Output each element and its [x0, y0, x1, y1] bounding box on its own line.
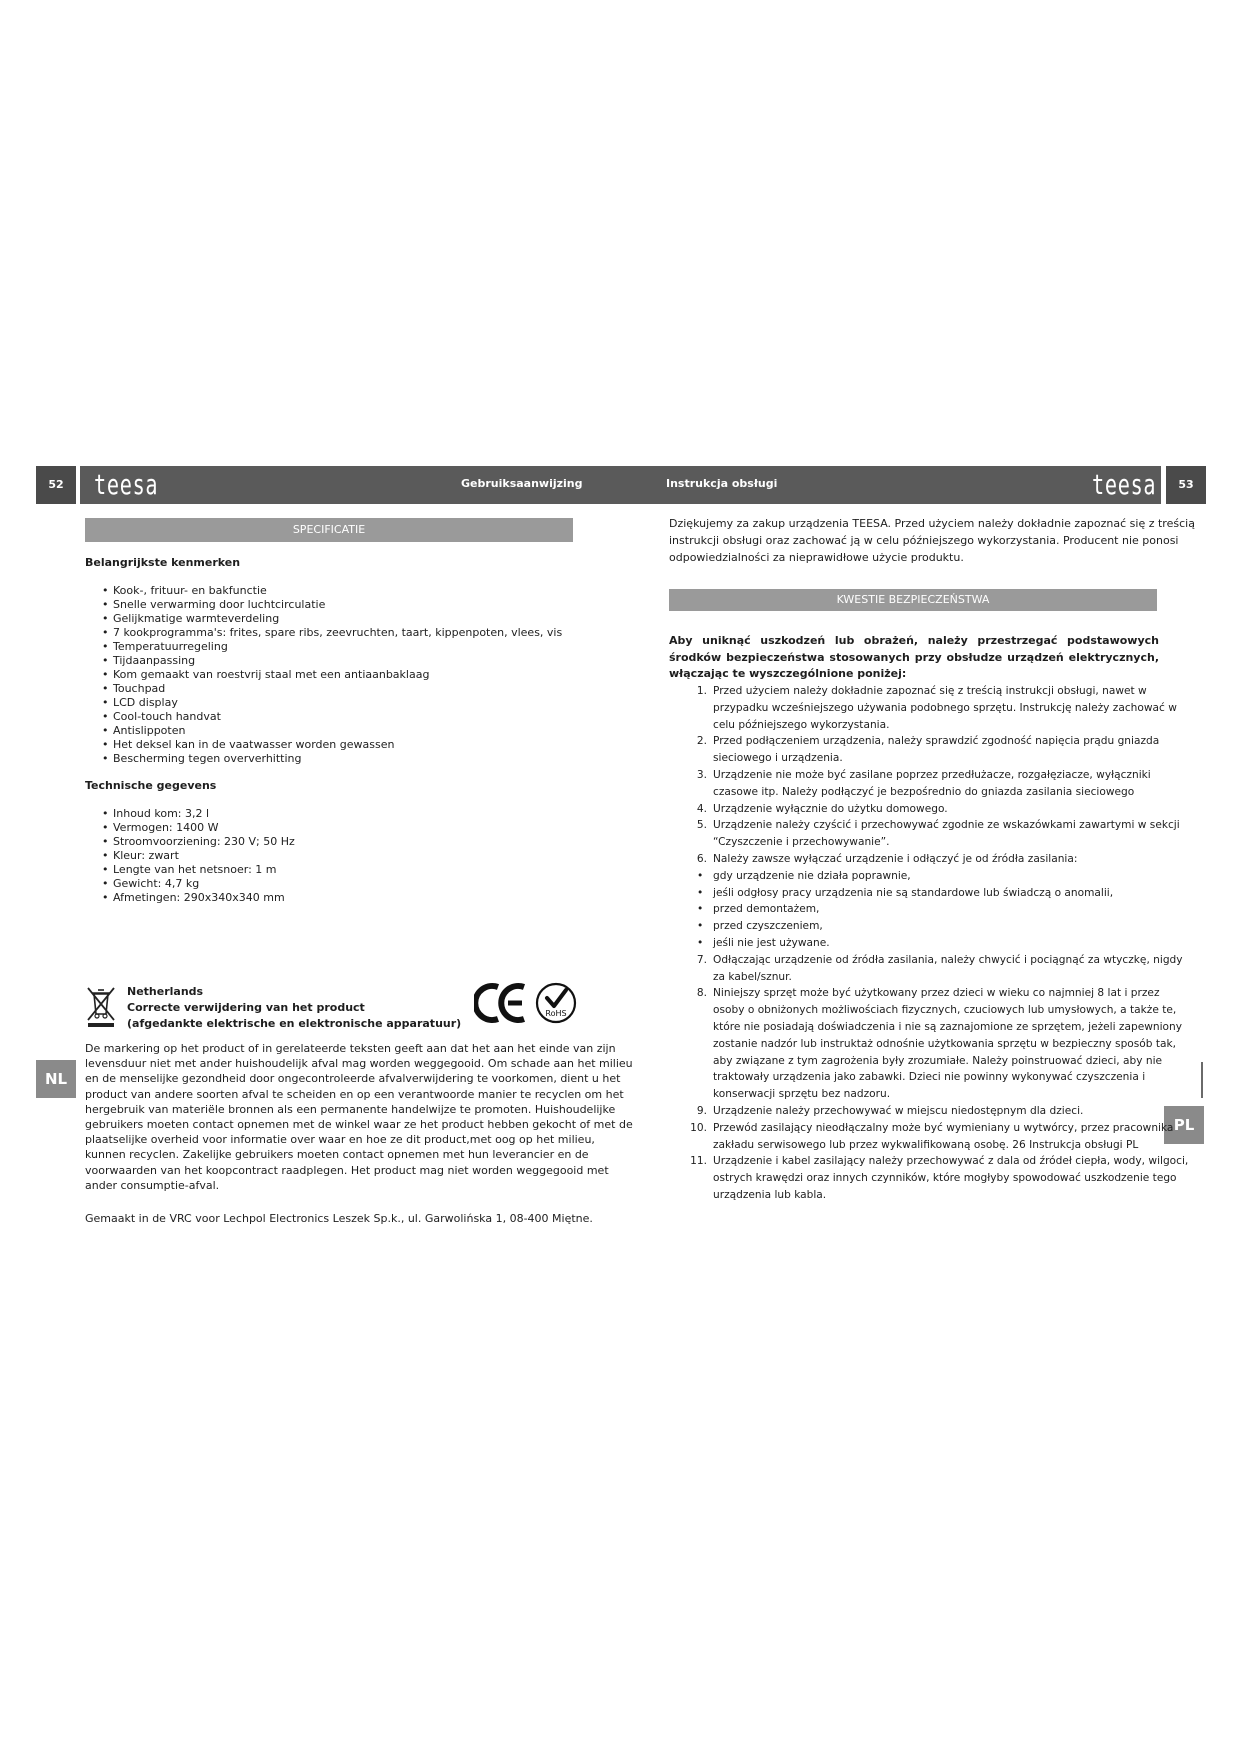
feature-item: • Antislippoten [113, 724, 673, 738]
manufacturer-line: Gemaakt in de VRC voor Lechpol Electronics Leszek Sp.k., ul. Garwolińska 1, 08-400 Miętne. [85, 1212, 593, 1225]
section-title-safety: KWESTIE BEZPIECZEŃSTWA [669, 589, 1157, 611]
safety-item [669, 733, 1194, 767]
tech-spec-item: • Afmetingen: 290x340x340 mm [113, 891, 513, 905]
tech-heading: Technische gegevens [85, 779, 217, 792]
safety-list [669, 683, 1194, 1204]
safety-item-number: 8. [696, 987, 707, 1000]
header-title-left: Gebruiksaanwijzing [461, 477, 583, 490]
safety-item-number: 4. [696, 802, 707, 815]
safety-sub-item: • gdy urządzenie nie działa poprawnie, [669, 868, 1194, 885]
safety-item [669, 767, 1194, 801]
rohs-mark-icon [535, 982, 577, 1024]
language-tab-pl: PL [1164, 1106, 1204, 1144]
feature-item: • Bescherming tegen oververhitting [113, 752, 673, 766]
svg-text:RoHS: RoHS [545, 1009, 567, 1018]
page-number-left: 52 [48, 478, 64, 491]
feature-item: • Touchpad [113, 682, 673, 696]
disposal-subheading: (afgedankte elektrische en elektronische apparatuur) [127, 1017, 462, 1030]
feature-item: • Gelijkmatige warmteverdeling [113, 612, 673, 626]
disposal-title [127, 984, 461, 1032]
safety-warning: Aby uniknąć uszkodzeń lub obrażeń, należy przestrzegać podstawowych środków bezpieczeństwa stosowanych przy obsłudze urządzeń elektrycznych, włączając te wyszczególnione poniżej: [669, 634, 1159, 680]
header-bar [80, 466, 1161, 504]
ce-mark-icon [474, 981, 528, 1025]
safety-item-number: 10. [690, 1121, 707, 1134]
feature-item: • Kom gemaakt van roestvrij staal met een antiaanbaklaag [113, 668, 673, 682]
safety-item [669, 1120, 1194, 1154]
safety-item-number: 3. [696, 768, 707, 781]
safety-sub-item: • przed demontażem, [669, 901, 1194, 918]
tech-spec-item: • Kleur: zwart [113, 849, 513, 863]
safety-sub-list-wrapper [669, 868, 1194, 952]
safety-item [669, 683, 1194, 733]
disposal-paragraph: De markering op het product of in gerelateerde teksten geeft aan dat het aan het einde van zijn levensduur niet met ander huishoudelijk afval mag worden weggegooid. Om schade aan het milieu en de menselijke gezondheid door ongecontroleerde afvalverwijdering te voorkomen, dient u het product van andere soorten afval te scheiden en op een verantwoorde manier te recyclen om het hergebruik van materiële bronnen als een permanente handelwijze te promoten. Huishoudelijke gebruikers moeten contact opnemen met de winkel waar ze het product hebben gekocht of met de plaatselijke overheid voor informatie over waar en hoe ze dit product,met oog op het milieu, kunnen recyclen. Zakelijke gebruikers moeten contact opnemen met hun leverancier en de voorwaarden van het koopcontract raadplegen. Het product mag niet worden weggegooid met ander consumptie-afval. [85, 1042, 633, 1192]
features-heading: Belangrijkste kenmerken [85, 556, 241, 569]
logo-right: teesa [1092, 468, 1157, 501]
safety-item-number: 9. [696, 1104, 707, 1117]
safety-item-text: Przed podłączeniem urządzenia, należy sprawdzić zgodność napięcia prądu gniazda sieciowego i urządzenia. [713, 735, 1160, 765]
feature-item: • Het deksel kan in de vaatwasser worden gewassen [113, 738, 673, 752]
safety-item-text: Urządzenie wyłącznie do użytku domowego. [713, 802, 948, 815]
safety-item [669, 817, 1194, 851]
tech-spec-item: • Gewicht: 4,7 kg [113, 877, 513, 891]
safety-sub-item: • przed czyszczeniem, [669, 918, 1194, 935]
disposal-heading: Correcte verwijdering van het product [127, 1001, 365, 1014]
page-edge-marker [1201, 1062, 1203, 1098]
feature-item: • Tijdaanpassing [113, 654, 673, 668]
tech-spec-item: • Lengte van het netsnoer: 1 m [113, 863, 513, 877]
safety-item-number: 1. [696, 685, 707, 697]
safety-item-text: Należy zawsze wyłączać urządzenie i odłączyć je od źródła zasilania: [713, 852, 1078, 865]
safety-sub-list [669, 868, 1194, 952]
safety-item [669, 952, 1194, 986]
safety-item [669, 1103, 1194, 1120]
safety-item [669, 985, 1194, 1103]
safety-item [669, 851, 1194, 868]
tech-spec-item: • Stroomvoorziening: 230 V; 50 Hz [113, 835, 513, 849]
feature-item: • Kook-, frituur- en bakfunctie [113, 584, 673, 598]
feature-item: • 7 kookprogramma's: frites, spare ribs, zeevruchten, taart, kippenpoten, vlees, vis [113, 626, 673, 640]
safety-item [669, 801, 1194, 818]
logo-left: teesa [94, 468, 159, 501]
feature-item: • Cool-touch handvat [113, 710, 673, 724]
safety-item-number: 11. [690, 1155, 707, 1168]
page-number-right: 53 [1178, 478, 1194, 491]
safety-item-text: Przewód zasilający nieodłączalny może być wymieniany u wytwórcy, przez pracownika zakładu serwisowego lub przez wykwalifikowaną osobę. 26 Instrukcja obsługi PL [713, 1121, 1174, 1151]
tech-specs-list [93, 807, 513, 905]
safety-item-number: 7. [696, 953, 707, 966]
safety-item-text: Urządzenie nie może być zasilane poprzez przedłużacze, rozgałęziacze, wyłączniki czasowe itp. Należy podłączyć je bezpośrednio do gniazda zasilania sieciowego [713, 768, 1151, 798]
safety-item-text: Przed użyciem należy dokładnie zapoznać się z treścią instrukcji obsługi, nawet w przypadku wcześniejszego używania podobnego sprzętu. Instrukcję należy zachować w celu późniejszego wykorzystania. [713, 685, 1177, 731]
intro-paragraph: Dziękujemy za zakup urządzenia TEESA. Przed użyciem należy dokładnie zapoznać się z treścią instrukcji obsługi oraz zachować ją w celu późniejszego wykorzystania. Producent nie ponosi odpowiedzialności za nieprawidłowe użycie produktu. [669, 517, 1195, 564]
language-tab-nl: NL [36, 1060, 76, 1098]
safety-sub-item: • jeśli odgłosy pracy urządzenia nie są standardowe lub świadczą o anomalii, [669, 885, 1194, 902]
disposal-country: Netherlands [127, 985, 204, 998]
safety-item-text: Niniejszy sprzęt może być użytkowany przez dzieci w wieku co najmniej 8 lat i przez osoby o obniżonych możliwościach fizycznych, czuciowych lub umysłowych, a także te, które nie posiadają doświadczenia i nie są zaznajomione ze sprzętem, jeżeli zapewniony zostanie nadzór lub instruktaż odnośnie użytkowania sprzętu w bezpieczny sposób tak, aby związane z tym zagrożenia były zrozumiałe. Należy poinstruować dzieci, aby nie traktowały urządzenia jako zabawki. Dzieci nie powinny wykonywać czyszczenia i konserwacji sprzętu bez nadzoru. [713, 987, 1183, 1101]
safety-item-text: Odłączając urządzenie od źródła zasilania, należy chwycić i pociągnąć za wtyczkę, nigdy za kabel/sznur. [713, 953, 1183, 983]
feature-item: • Temperatuurregeling [113, 640, 673, 654]
safety-item [669, 1153, 1194, 1203]
features-list [93, 584, 673, 766]
weee-crossed-bin-icon [84, 984, 118, 1028]
feature-item: • Snelle verwarming door luchtcirculatie [113, 598, 673, 612]
safety-item-number: 6. [696, 852, 707, 865]
tech-spec-item: • Vermogen: 1400 W [113, 821, 513, 835]
tech-spec-item: • Inhoud kom: 3,2 l [113, 807, 513, 821]
safety-item-text: Urządzenie należy przechowywać w miejscu niedostępnym dla dzieci. [713, 1104, 1084, 1117]
section-title-specificatie: SPECIFICATIE [85, 518, 573, 542]
safety-item-text: Urządzenie należy czyścić i przechowywać zgodnie ze wskazówkami zawartymi w sekcji “Czyszczenie i przechowywanie”. [713, 819, 1180, 849]
header-title-right: Instrukcja obsługi [666, 477, 778, 490]
safety-item-text: Urządzenie i kabel zasilający należy przechowywać z dala od źródeł ciepła, wody, wilgoci, ostrych krawędzi oraz innych czynników, które mogłyby spowodować uszkodzenie tego urządzenia lub kabla. [713, 1155, 1189, 1201]
feature-item: • LCD display [113, 696, 673, 710]
safety-item-number: 2. [696, 735, 707, 748]
safety-item-number: 5. [696, 819, 707, 832]
safety-sub-item: • jeśli nie jest używane. [669, 935, 1194, 952]
